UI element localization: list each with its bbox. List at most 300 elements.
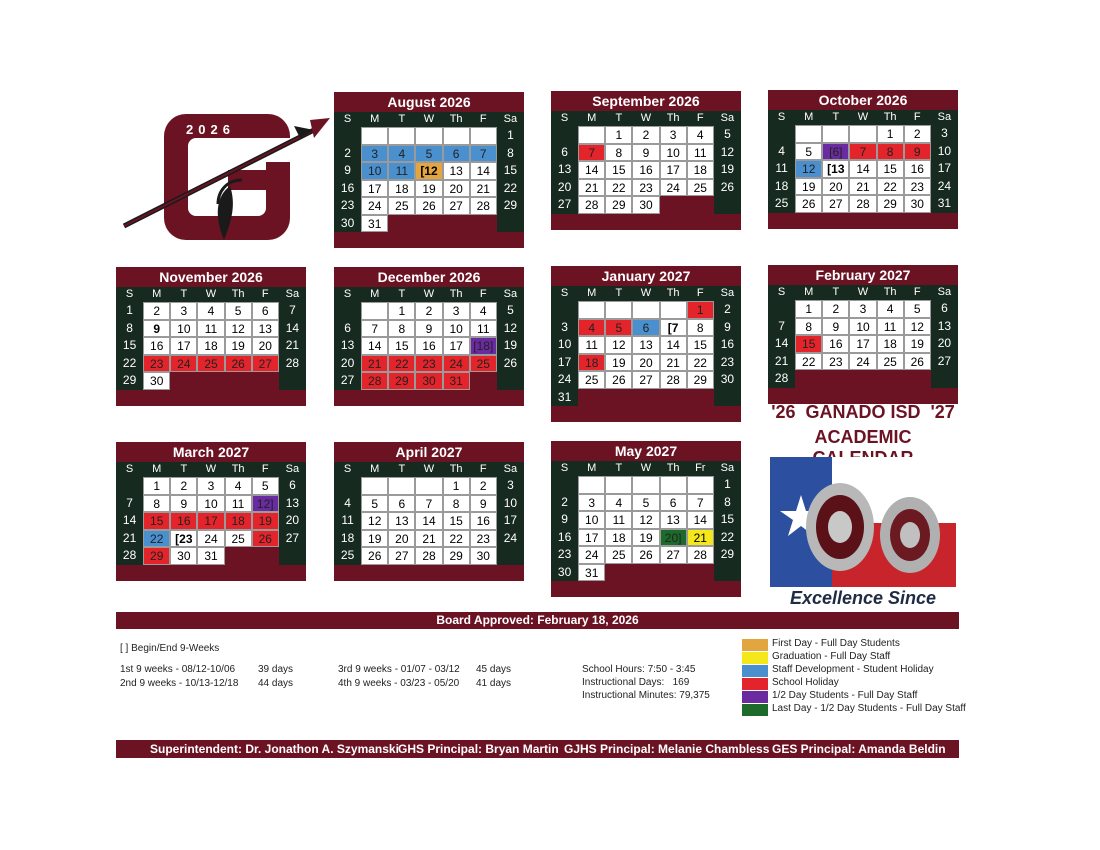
calendar-day: 3 bbox=[849, 300, 876, 318]
calendar-day: 31 bbox=[931, 195, 958, 213]
weekday-header: F bbox=[687, 111, 714, 126]
weekday-header: Th bbox=[225, 462, 252, 477]
calendar-empty-cell bbox=[578, 389, 605, 407]
ghs-principal: GHS Principal: Bryan Martin bbox=[398, 742, 559, 756]
weekday-header: S bbox=[116, 287, 143, 302]
calendar-empty-cell bbox=[660, 301, 687, 319]
calendar-day: 31 bbox=[361, 215, 388, 233]
q3-days: 45 days bbox=[476, 664, 512, 675]
calendar-empty-cell bbox=[660, 564, 687, 582]
weekday-header: M bbox=[361, 112, 388, 127]
calendar-empty-cell bbox=[632, 389, 659, 407]
month-day-grid bbox=[334, 287, 524, 390]
calendar-day: 29 bbox=[143, 547, 170, 565]
calendar-day: 31 bbox=[578, 564, 605, 582]
calendar-day: 18 bbox=[388, 180, 415, 198]
calendar-day: 11 bbox=[470, 320, 497, 338]
calendar-empty-cell bbox=[768, 125, 795, 143]
calendar-empty-cell bbox=[605, 564, 632, 582]
weekday-header: F bbox=[470, 287, 497, 302]
calendar-day: 5 bbox=[904, 300, 931, 318]
month-calendar bbox=[551, 266, 741, 422]
calendar-day: 8 bbox=[143, 495, 170, 513]
calendar-day: 5 bbox=[605, 319, 632, 337]
ges-principal: GES Principal: Amanda Beldin bbox=[772, 742, 946, 756]
calendar-day: 22 bbox=[388, 355, 415, 373]
calendar-empty-cell bbox=[632, 301, 659, 319]
calendar-day: 5 bbox=[497, 302, 524, 320]
calendar-empty-cell bbox=[116, 477, 143, 495]
month-calendar bbox=[334, 267, 524, 406]
calendar-day: 30 bbox=[632, 196, 659, 214]
calendar-empty-cell bbox=[931, 370, 958, 388]
calendar-day: 19 bbox=[415, 180, 442, 198]
weekday-header: S bbox=[551, 461, 578, 476]
calendar-day: 9 bbox=[415, 320, 442, 338]
calendar-day: 3 bbox=[660, 126, 687, 144]
calendar-day: 7 bbox=[687, 494, 714, 512]
calendar-day: 16 bbox=[170, 512, 197, 530]
calendar-empty-cell bbox=[660, 476, 687, 494]
q2-range: 2nd 9 weeks - 10/13-12/18 bbox=[120, 678, 239, 689]
q1-days: 39 days bbox=[258, 664, 294, 675]
calendar-day: 14 bbox=[415, 512, 442, 530]
weekday-header: Th bbox=[225, 287, 252, 302]
calendar-empty-cell bbox=[415, 215, 442, 233]
weekday-header: Sa bbox=[497, 287, 524, 302]
calendar-day: 16 bbox=[714, 336, 741, 354]
calendar-day: 17 bbox=[660, 161, 687, 179]
calendar-day: 4 bbox=[225, 477, 252, 495]
calendar-day: 1 bbox=[143, 477, 170, 495]
calendar-day: 25 bbox=[197, 355, 224, 373]
calendar-day: 24 bbox=[197, 530, 224, 548]
calendar-day: 21 bbox=[415, 530, 442, 548]
weekday-header: T bbox=[170, 462, 197, 477]
month-footer bbox=[334, 565, 524, 581]
calendar-day: 30 bbox=[904, 195, 931, 213]
calendar-day: 13 bbox=[388, 512, 415, 530]
month-footer bbox=[551, 406, 741, 422]
calendar-day: 5 bbox=[714, 126, 741, 144]
calendar-day: 12 bbox=[497, 320, 524, 338]
calendar-empty-cell bbox=[470, 372, 497, 390]
calendar-day: 10 bbox=[443, 320, 470, 338]
calendar-day: 9 bbox=[334, 162, 361, 180]
calendar-day: 22 bbox=[605, 179, 632, 197]
calendar-day: 25 bbox=[470, 355, 497, 373]
calendar-empty-cell bbox=[470, 215, 497, 233]
calendar-day: 3 bbox=[197, 477, 224, 495]
calendar-day: 8 bbox=[687, 319, 714, 337]
calendar-day: 22 bbox=[143, 530, 170, 548]
calendar-day: 24 bbox=[931, 178, 958, 196]
calendar-day: 10 bbox=[197, 495, 224, 513]
calendar-day: 17 bbox=[578, 529, 605, 547]
calendar-empty-cell bbox=[361, 127, 388, 145]
calendar-empty-cell bbox=[632, 564, 659, 582]
calendar-empty-cell bbox=[388, 477, 415, 495]
calendar-day: 20 bbox=[388, 530, 415, 548]
weekday-header: W bbox=[632, 111, 659, 126]
weekday-header: Sa bbox=[279, 287, 306, 302]
calendar-empty-cell bbox=[849, 370, 876, 388]
calendar-empty-cell bbox=[714, 564, 741, 582]
weekday-header: S bbox=[768, 285, 795, 300]
calendar-day: 5 bbox=[361, 495, 388, 513]
month-title: January 2027 bbox=[601, 268, 691, 284]
calendar-day: 2 bbox=[470, 477, 497, 495]
calendar-day: 11 bbox=[225, 495, 252, 513]
calendar-empty-cell bbox=[551, 476, 578, 494]
calendar-day: 15 bbox=[605, 161, 632, 179]
calendar-day: 6 bbox=[660, 494, 687, 512]
calendar-day: 19 bbox=[904, 335, 931, 353]
calendar-empty-cell bbox=[497, 372, 524, 390]
month-day-grid bbox=[551, 111, 741, 214]
calendar-day: 27 bbox=[388, 547, 415, 565]
calendar-day: 10 bbox=[361, 162, 388, 180]
month-title: February 2027 bbox=[815, 267, 911, 283]
calendar-day: 1 bbox=[795, 300, 822, 318]
title-line-1: '26 GANADO ISD '27 bbox=[771, 402, 955, 422]
calendar-day: 6 bbox=[252, 302, 279, 320]
calendar-day: 3 bbox=[497, 477, 524, 495]
calendar-day: 6 bbox=[632, 319, 659, 337]
calendar-day: [12 bbox=[415, 162, 442, 180]
calendar-day: 23 bbox=[334, 197, 361, 215]
calendar-day: 19 bbox=[714, 161, 741, 179]
calendar-day: 8 bbox=[795, 318, 822, 336]
q4-days: 41 days bbox=[476, 678, 512, 689]
calendar-day: 26 bbox=[252, 530, 279, 548]
calendar-empty-cell bbox=[443, 215, 470, 233]
calendar-day: 30 bbox=[470, 547, 497, 565]
calendar-day: 7 bbox=[470, 145, 497, 163]
calendar-day: 1 bbox=[388, 302, 415, 320]
weekday-header: T bbox=[170, 287, 197, 302]
weekday-header: T bbox=[388, 462, 415, 477]
weekday-header: S bbox=[551, 286, 578, 301]
calendar-day: 16 bbox=[904, 160, 931, 178]
calendar-day: 28 bbox=[116, 547, 143, 565]
calendar-day: 2 bbox=[632, 126, 659, 144]
weekday-header: M bbox=[578, 111, 605, 126]
weekday-header: Th bbox=[877, 110, 904, 125]
weekday-header: W bbox=[849, 285, 876, 300]
calendar-day: 27 bbox=[334, 372, 361, 390]
calendar-day: 25 bbox=[578, 371, 605, 389]
calendar-day: 19 bbox=[252, 512, 279, 530]
calendar-day: 12 bbox=[714, 144, 741, 162]
month-footer bbox=[116, 390, 306, 406]
calendar-day: 13 bbox=[660, 511, 687, 529]
weekday-header: Th bbox=[660, 461, 687, 476]
q3-range: 3rd 9 weeks - 01/07 - 03/12 bbox=[338, 664, 460, 675]
calendar-day: 30 bbox=[334, 215, 361, 233]
calendar-empty-cell bbox=[714, 196, 741, 214]
calendar-day: 18 bbox=[768, 178, 795, 196]
weekday-header: Th bbox=[443, 287, 470, 302]
calendar-day: 27 bbox=[822, 195, 849, 213]
calendar-day: 24 bbox=[849, 353, 876, 371]
calendar-day: 28 bbox=[768, 370, 795, 388]
calendar-day: 7 bbox=[768, 318, 795, 336]
logo-year-top: 2026 bbox=[186, 122, 235, 137]
calendar-empty-cell bbox=[170, 372, 197, 390]
calendar-day: 3 bbox=[551, 319, 578, 337]
legend-swatch bbox=[742, 639, 768, 651]
calendar-day: 20 bbox=[931, 335, 958, 353]
weekday-header: W bbox=[849, 110, 876, 125]
month-day-grid bbox=[116, 462, 306, 565]
calendar-day: 5 bbox=[632, 494, 659, 512]
calendar-day: 29 bbox=[605, 196, 632, 214]
calendar-empty-cell bbox=[415, 127, 442, 145]
weekday-header: Th bbox=[660, 286, 687, 301]
calendar-day: 4 bbox=[578, 319, 605, 337]
calendar-day: 1 bbox=[497, 127, 524, 145]
calendar-day: 28 bbox=[279, 355, 306, 373]
calendar-day: 2 bbox=[714, 301, 741, 319]
calendar-day: 26 bbox=[632, 546, 659, 564]
weekday-header: Sa bbox=[497, 112, 524, 127]
texas-flag-rings-image bbox=[770, 457, 956, 587]
calendar-day: 11 bbox=[334, 512, 361, 530]
calendar-day: 21 bbox=[849, 178, 876, 196]
calendar-day: 23 bbox=[904, 178, 931, 196]
month-day-grid bbox=[768, 110, 958, 213]
calendar-day: [13 bbox=[822, 160, 849, 178]
calendar-day: 28 bbox=[361, 372, 388, 390]
calendar-day: 20] bbox=[660, 529, 687, 547]
calendar-day: 28 bbox=[687, 546, 714, 564]
calendar-day: 25 bbox=[687, 179, 714, 197]
calendar-day: 19 bbox=[795, 178, 822, 196]
calendar-day: 17 bbox=[849, 335, 876, 353]
month-calendar bbox=[551, 441, 741, 597]
calendar-day: 15 bbox=[877, 160, 904, 178]
calendar-day: 2 bbox=[170, 477, 197, 495]
month-footer bbox=[334, 232, 524, 248]
calendar-day: 6 bbox=[551, 144, 578, 162]
calendar-day: 24 bbox=[443, 355, 470, 373]
calendar-day: 23 bbox=[470, 530, 497, 548]
calendar-day: 25 bbox=[225, 530, 252, 548]
calendar-empty-cell bbox=[225, 372, 252, 390]
calendar-day: 19 bbox=[605, 354, 632, 372]
calendar-day: 14 bbox=[470, 162, 497, 180]
weekday-header: W bbox=[415, 462, 442, 477]
calendar-empty-cell bbox=[660, 196, 687, 214]
calendar-day: 19 bbox=[225, 337, 252, 355]
calendar-empty-cell bbox=[768, 300, 795, 318]
calendar-day: 28 bbox=[660, 371, 687, 389]
board-approved-text: Board Approved: February 18, 2026 bbox=[436, 613, 639, 627]
weekday-header: T bbox=[822, 110, 849, 125]
calendar-day: 7 bbox=[279, 302, 306, 320]
calendar-day: 29 bbox=[877, 195, 904, 213]
calendar-day: 18 bbox=[578, 354, 605, 372]
calendar-empty-cell bbox=[415, 477, 442, 495]
weekday-header: Sa bbox=[714, 286, 741, 301]
calendar-day: 28 bbox=[415, 547, 442, 565]
calendar-day: 2 bbox=[551, 494, 578, 512]
weekday-header: W bbox=[415, 112, 442, 127]
month-calendar bbox=[551, 91, 741, 230]
calendar-empty-cell bbox=[687, 196, 714, 214]
calendar-day: 26 bbox=[605, 371, 632, 389]
calendar-day: 11 bbox=[605, 511, 632, 529]
calendar-day: 9 bbox=[714, 319, 741, 337]
calendar-day: [7 bbox=[660, 319, 687, 337]
calendar-day: 15 bbox=[143, 512, 170, 530]
calendar-day: 6 bbox=[279, 477, 306, 495]
calendar-day: 16 bbox=[822, 335, 849, 353]
calendar-day: 26 bbox=[225, 355, 252, 373]
month-day-grid bbox=[334, 112, 524, 232]
calendar-day: 27 bbox=[931, 353, 958, 371]
calendar-day: 28 bbox=[578, 196, 605, 214]
calendar-day: 4 bbox=[388, 145, 415, 163]
calendar-day: [23 bbox=[170, 530, 197, 548]
calendar-day: 4 bbox=[334, 495, 361, 513]
calendar-empty-cell bbox=[578, 126, 605, 144]
calendar-day: 13 bbox=[931, 318, 958, 336]
calendar-day: 31 bbox=[197, 547, 224, 565]
month-day-grid bbox=[768, 285, 958, 388]
calendar-day: 17 bbox=[170, 337, 197, 355]
calendar-day: 1 bbox=[605, 126, 632, 144]
motto: Excellence Since bbox=[789, 588, 937, 608]
weekday-header: Th bbox=[443, 112, 470, 127]
calendar-empty-cell bbox=[361, 302, 388, 320]
calendar-day: 15 bbox=[714, 511, 741, 529]
calendar-day: 10 bbox=[931, 143, 958, 161]
calendar-day: 7 bbox=[361, 320, 388, 338]
calendar-day: 3 bbox=[578, 494, 605, 512]
month-title: April 2027 bbox=[395, 444, 463, 460]
calendar-day: 22 bbox=[877, 178, 904, 196]
calendar-day: 11 bbox=[578, 336, 605, 354]
calendar-day: 8 bbox=[388, 320, 415, 338]
calendar-day: 18 bbox=[687, 161, 714, 179]
calendar-day: [18] bbox=[470, 337, 497, 355]
calendar-day: 21 bbox=[687, 529, 714, 547]
calendar-day: 9 bbox=[551, 511, 578, 529]
calendar-day: 29 bbox=[687, 371, 714, 389]
calendar-day: 26 bbox=[415, 197, 442, 215]
calendar-day: 14 bbox=[660, 336, 687, 354]
calendar-day: 29 bbox=[116, 372, 143, 390]
calendar-empty-cell bbox=[279, 372, 306, 390]
calendar-day: 5 bbox=[795, 143, 822, 161]
month-calendar bbox=[768, 90, 958, 229]
calendar-day: 29 bbox=[388, 372, 415, 390]
calendar-day: 4 bbox=[605, 494, 632, 512]
weekday-header: M bbox=[795, 285, 822, 300]
month-calendar bbox=[334, 92, 524, 248]
calendar-empty-cell bbox=[632, 476, 659, 494]
weekday-header: F bbox=[252, 287, 279, 302]
weekday-header: Sa bbox=[714, 111, 741, 126]
weekday-header: F bbox=[252, 462, 279, 477]
calendar-day: 21 bbox=[279, 337, 306, 355]
legend-swatch bbox=[742, 691, 768, 703]
calendar-day: 11 bbox=[877, 318, 904, 336]
calendar-day: 18 bbox=[334, 530, 361, 548]
weekday-header: Sa bbox=[714, 461, 741, 476]
calendar-empty-cell bbox=[252, 372, 279, 390]
calendar-day: 14 bbox=[687, 511, 714, 529]
weekday-header: F bbox=[904, 110, 931, 125]
weekday-header: Sa bbox=[931, 110, 958, 125]
legend-label: School Holiday bbox=[772, 677, 839, 688]
calendar-day: 8 bbox=[714, 494, 741, 512]
calendar-empty-cell bbox=[687, 564, 714, 582]
calendar-day: 22 bbox=[687, 354, 714, 372]
calendar-day: 11 bbox=[197, 320, 224, 338]
calendar-day: 15 bbox=[497, 162, 524, 180]
calendar-day: 25 bbox=[388, 197, 415, 215]
calendar-day: 18 bbox=[225, 512, 252, 530]
calendar-day: 14 bbox=[279, 320, 306, 338]
calendar-day: 3 bbox=[443, 302, 470, 320]
calendar-day: 17 bbox=[443, 337, 470, 355]
weekday-header: F bbox=[470, 462, 497, 477]
weekday-header: Sa bbox=[931, 285, 958, 300]
calendar-day: 29 bbox=[497, 197, 524, 215]
calendar-day: 12 bbox=[904, 318, 931, 336]
calendar-day: 3 bbox=[170, 302, 197, 320]
logo-year-side bbox=[188, 140, 200, 188]
calendar-day: 27 bbox=[551, 196, 578, 214]
calendar-day: 14 bbox=[578, 161, 605, 179]
calendar-day: 26 bbox=[361, 547, 388, 565]
calendar-day: 27 bbox=[279, 530, 306, 548]
calendar-day: 7 bbox=[578, 144, 605, 162]
calendar-day: 25 bbox=[334, 547, 361, 565]
weekday-header: M bbox=[578, 286, 605, 301]
month-title: October 2026 bbox=[818, 92, 908, 108]
calendar-day: 28 bbox=[470, 197, 497, 215]
calendar-day: 7 bbox=[116, 495, 143, 513]
month-footer bbox=[768, 213, 958, 229]
calendar-day: 14 bbox=[768, 335, 795, 353]
calendar-empty-cell bbox=[687, 389, 714, 407]
calendar-day: 20 bbox=[632, 354, 659, 372]
calendar-day: 15 bbox=[687, 336, 714, 354]
q4-range: 4th 9 weeks - 03/23 - 05/20 bbox=[338, 678, 460, 689]
calendar-day: 9 bbox=[822, 318, 849, 336]
weekday-header: Th bbox=[660, 111, 687, 126]
calendar-day: 5 bbox=[415, 145, 442, 163]
calendar-day: 19 bbox=[497, 337, 524, 355]
month-calendar bbox=[334, 442, 524, 581]
calendar-day: 27 bbox=[443, 197, 470, 215]
q1-range: 1st 9 weeks - 08/12-10/06 bbox=[120, 664, 236, 675]
calendar-day: 3 bbox=[361, 145, 388, 163]
calendar-day: 4 bbox=[687, 126, 714, 144]
calendar-empty-cell bbox=[252, 547, 279, 565]
calendar-day: 25 bbox=[768, 195, 795, 213]
month-day-grid bbox=[116, 287, 306, 390]
calendar-day: 20 bbox=[443, 180, 470, 198]
calendar-empty-cell bbox=[795, 125, 822, 143]
calendar-empty-cell bbox=[497, 547, 524, 565]
month-footer bbox=[551, 214, 741, 230]
calendar-day: 30 bbox=[143, 372, 170, 390]
